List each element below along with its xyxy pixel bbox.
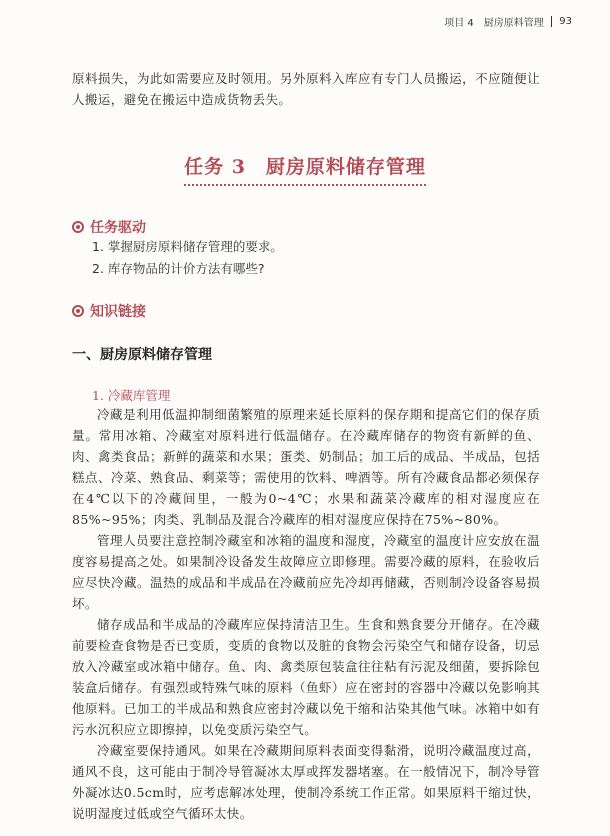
task-drive-heading [72, 217, 146, 237]
paragraph: 管理人员要注意控制冷藏室和冰箱的温度和湿度，冷藏室的温度计应安放在温度容易提高之处。如果制冷设备发生故障应立即修理。需要冷藏的原料，在验收后应尽快冷藏。温热的成品和半成品在冷藏前应先冷却再储藏，否则制冷设备容易损坏。 [72, 533, 540, 611]
knowledge-link-heading [72, 301, 146, 321]
subsection-title: 1. 冷藏库管理 [92, 388, 171, 403]
paragraph: 冷藏室要保持通风。如果在冷藏期间原料表面变得黏滑，说明冷藏温度过高，通风不良，这可能由于制冷导管凝冰太厚或挥发器堵塞。在一般情况下，制冷导管外凝冰达0.5cm时，应考虑解冰处理，使制冷系统工作正常。如果原料干缩过快，说明湿度过低或空气循环太快。 [72, 743, 540, 821]
knowledge-link-heading-text: 知识链接 [90, 304, 146, 320]
running-header [444, 14, 572, 29]
header-divider [551, 16, 553, 27]
page-number: 93 [559, 16, 572, 27]
body-text [72, 404, 540, 824]
section-title: 一、厨房原料储存管理 [72, 347, 212, 363]
task-drive-list [92, 236, 283, 280]
task-title [0, 152, 610, 186]
list-item: 2. 库存物品的计价方法有哪些? [92, 261, 265, 276]
carry-over-paragraph: 原料损失，为此如需要应及时领用。另外原料入库应有专门人员搬运，不应随便让人搬运，避免在搬运中造成货物丢失。 [72, 71, 540, 107]
task-drive-heading-text: 任务驱动 [90, 220, 146, 236]
target-icon [72, 305, 84, 317]
target-icon [72, 221, 84, 233]
paragraph: 冷藏是利用低温抑制细菌繁殖的原理来延长原料的保存期和提高它们的保存质量。常用冰箱、冷藏室对原料进行低温储存。在冷藏库储存的物资有新鲜的鱼、肉、禽类食品；新鲜的蔬菜和水果；蛋类、奶制品；加工后的成品、半成品，包括糕点、冷菜、熟食品、剩菜等；需使用的饮料、啤酒等。所有冷藏食品都必须保存在4℃以下的冷藏间里，一般为0~4℃；水果和蔬菜冷藏库的相对湿度应在85%~95%；肉类、乳制品及混合冷藏库的相对湿度应保持在75%~80%。 [72, 407, 540, 527]
header-chapter: 项目 4 厨房原料管理 [444, 18, 544, 29]
paragraph: 储存成品和半成品的冷藏库应保持清洁卫生。生食和熟食要分开储存。在冷藏前要检查食物是否已变质，变质的食物以及脏的食物会污染空气和储存设备，切忌放入冷藏室或冰箱中储存。鱼、肉、禽类原包装盒往往粘有污泥及细菌，要拆除包装盒后储存。有强烈或特殊气味的原料（鱼虾）应在密封的容器中冷藏以免影响其他原料。已加工的半成品和熟食应密封冷藏以免干缩和沾染其他气味。冰箱中如有污水沉积应立即擦掉，以免变质污染空气。 [72, 617, 540, 737]
list-item: 1. 掌握厨房原料储存管理的要求。 [92, 239, 283, 254]
task-title-text: 任务 3 厨房原料储存管理 [184, 152, 426, 186]
